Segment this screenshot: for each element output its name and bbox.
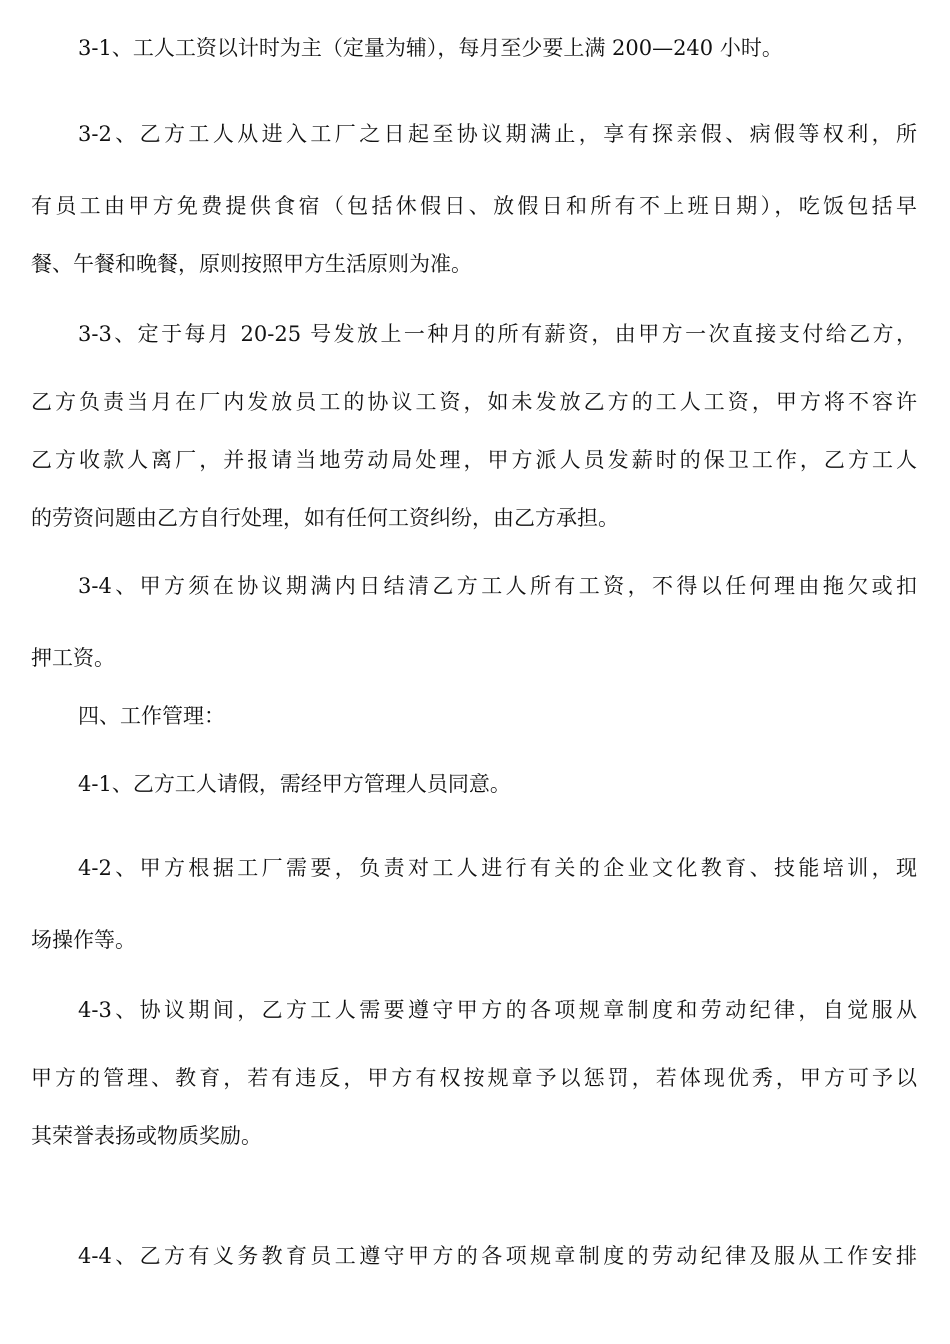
clause-3-3-line-2: 乙方负责当月在厂内发放员工的协议工资，如未发放乙方的工人工资，甲方将不容许 [31,390,917,414]
clause-3-3-line-1: 3-3、定于每月 20-25 号发放上一种月的所有薪资，由甲方一次直接支付给乙方， [78,322,917,346]
clause-3-2-line-1: 3-2、乙方工人从进入工厂之日起至协议期满止，享有探亲假、病假等权利，所 [78,122,917,146]
clause-3-3-line-4: 的劳资问题由乙方自行处理，如有任何工资纠纷，由乙方承担。 [31,506,619,530]
clause-4-2-line-2: 场操作等。 [31,928,136,952]
clause-3-1-line-1: 3-1、工人工资以计时为主（定量为辅），每月至少要上满 200—240 小时。 [78,36,783,60]
clause-4-1-line-1: 4-1、乙方工人请假，需经甲方管理人员同意。 [78,772,511,796]
clause-3-4-line-1: 3-4、甲方须在协议期满内日结清乙方工人所有工资，不得以任何理由拖欠或扣 [78,574,917,598]
clause-3-3-line-3: 乙方收款人离厂，并报请当地劳动局处理，甲方派人员发薪时的保卫工作，乙方工人 [31,448,917,472]
section-heading-work-management: 四、工作管理： [78,704,225,728]
clause-4-3-line-1: 4-3、协议期间，乙方工人需要遵守甲方的各项规章制度和劳动纪律，自觉服从 [78,998,917,1022]
clause-4-2-line-1: 4-2、甲方根据工厂需要，负责对工人进行有关的企业文化教育、技能培训，现 [78,856,917,880]
clause-4-4-line-1: 4-4、乙方有义务教育员工遵守甲方的各项规章制度的劳动纪律及服从工作安排 [78,1244,917,1268]
clause-4-3-line-2: 甲方的管理、教育，若有违反，甲方有权按规章予以惩罚，若体现优秀，甲方可予以 [31,1066,917,1090]
clause-4-3-line-3: 其荣誉表扬或物质奖励。 [31,1124,262,1148]
clause-3-2-line-2: 有员工由甲方免费提供食宿（包括休假日、放假日和所有不上班日期），吃饭包括早 [31,194,917,218]
clause-3-4-line-2: 押工资。 [31,646,115,670]
clause-3-2-line-3: 餐、午餐和晚餐，原则按照甲方生活原则为准。 [31,252,472,276]
